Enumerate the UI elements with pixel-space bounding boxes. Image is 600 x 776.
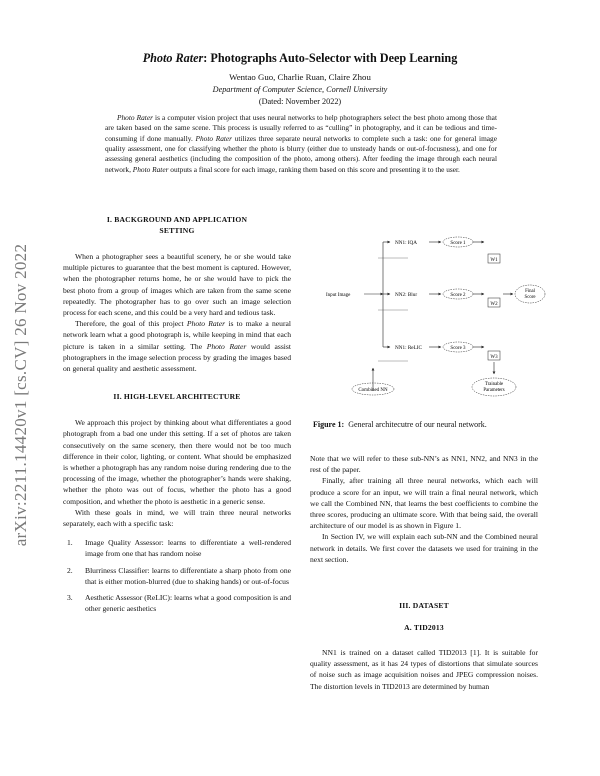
input-image-label: Input Image [326, 293, 351, 298]
task-list [63, 537, 291, 614]
task-item [63, 592, 291, 614]
title-rest: : Photographs Auto-Selector with Deep Learning [203, 51, 458, 65]
arxiv-id: arXiv:2211.14420v1 [cs.CV] 26 Nov 2022 [11, 243, 30, 547]
task-item [63, 565, 291, 587]
trainable-parameters-node [472, 378, 516, 396]
title-emphasis: Photo Rater [142, 51, 204, 65]
figure-caption [313, 420, 563, 429]
nn1-label: NN1: IQA [395, 240, 418, 246]
abstract-p2: utilizes three separate neural networks to complete such a task: one for general image quality assessment, one for classifying whether the photo is blurry (either due to unsteady hands or out-of-focusness), and one for assessing general aesthetics (including the composition of the photo, among others). After feeding the image through each neural network, [105, 133, 497, 174]
text-run: would assist photographers in the image selection process by grading the images based on general quality and aesthetic assessment. [63, 341, 291, 374]
right-para-1: Note that we will refer to these sub-NN’s as NN1, NN2, and NN3 in the rest of the paper. [310, 454, 538, 475]
task-number: 3. [67, 593, 73, 603]
task-text: Aesthetic Assessor (ReLIC): learns what a good composition is and other generic aesthetics [85, 593, 291, 614]
section-1-para-2 [63, 318, 291, 374]
trainable-parameters-line1: Trainable [484, 382, 504, 387]
term: Photo Rater [195, 133, 233, 143]
right-para-2: Finally, after training all three neural networks, which each will produce a score for an input, we will train a final neural network, which we call the Combined NN, that learns the best coefficients to combine the three scores, producing an ultimate score. With that being said, the overall architecture of our model is as shown in Figure 1. [310, 476, 538, 531]
final-score-label-line1: Final [525, 289, 535, 294]
paper-title [70, 51, 530, 66]
term: Photo Rater [132, 164, 169, 174]
section-3-heading: III. DATASET [399, 601, 449, 611]
trainable-parameters-line2: Parameters [483, 388, 505, 393]
task-text: Blurriness Classifier: learns to differentiate a sharp photo from one that is either motion-blurred (due to shaking hands) or out-of-focus [85, 565, 291, 586]
department: Department of Computer Science, Cornell University [212, 85, 388, 94]
subsection-a-heading: A. TID2013 [404, 623, 444, 633]
text-run: is to make a neural network learn what a good photograph is, while keeping in mind that each picture is taken in a similar setting. The [63, 319, 291, 351]
abstract [105, 113, 497, 175]
score-1-label: Score 1 [450, 241, 466, 246]
left-column [63, 214, 291, 619]
authors: Wentao Guo, Charlie Ruan, Claire Zhou [229, 72, 371, 82]
right-para-3: In Section IV, we will explain each sub-NN and the Combined neural network in details. We first cover the datasets we used for training in the next section. [310, 532, 538, 564]
w1-label: W1 [490, 258, 498, 263]
task-item [63, 537, 291, 559]
section-1-para-1: When a photographer sees a beautiful scenery, he or she would take multiple pictures to guarantee that the best moment is captured. However, when the photographer returns home, he or she would have to pick the best photo from a group of images which are taken from the same scene repeatedly. The photographer has to go over such an image selection process for each scene, and this could be a very hard and tedious task. [63, 252, 291, 318]
score-3-label: Score 3 [450, 346, 466, 351]
score-2-label: Score 2 [450, 293, 466, 298]
text-run: Therefore, the goal of this project [75, 319, 187, 329]
nn3-label: NN1: ReLIC [395, 345, 422, 351]
figure-caption-text: General architecutre of our neural network. [348, 420, 487, 429]
nn2-label: NN2: Blur [395, 292, 418, 298]
arxiv-stamp [6, 195, 36, 595]
w2-label: W2 [490, 302, 498, 307]
abstract-p3: outputs a final score for each image, ranking them based on this score and presenting it to the user. [168, 164, 460, 174]
architecture-diagram [308, 225, 553, 405]
term: Photo Rater [186, 319, 226, 329]
section-1-heading-line2: SETTING [159, 226, 195, 235]
term: Photo Rater [206, 341, 247, 351]
section-2-para-2: With these goals in mind, we will train three neural networks separately, each with a specific task: [63, 507, 291, 529]
section-1-heading-line1: I. BACKGROUND AND APPLICATION [106, 215, 248, 224]
task-text: Image Quality Assessor: learns to differentiate a well-rendered image from one that has random noise [85, 538, 291, 559]
section-2-para-1: We approach this project by thinking about what differentiates a good photograph from a bad one under this setting. If a set of photos are taken consecutively on the same scenery, then there would not be too much difference in their color, lighting, or content. What should be emphasized is whether a photograph has any random noise during rendering due to the processing of the image, whether the photographer’s hands were shaking, whether the photo was out of focus, whether the photo has a good composition, and whether the photo is aesthetic in a generic sense. [63, 418, 291, 506]
final-score-label-line2: Score [524, 295, 536, 300]
combined-nn-label: Combined NN [358, 388, 388, 393]
term: Photo Rater [117, 113, 153, 122]
w3-label: W3 [490, 355, 498, 360]
section-1-heading [63, 214, 291, 236]
section-2-heading: II. HIGH-LEVEL ARCHITECTURE [113, 392, 241, 402]
task-number: 2. [67, 565, 73, 575]
right-column [310, 453, 538, 692]
final-score-node [515, 285, 545, 303]
task-number: 1. [67, 538, 73, 548]
right-para-4: NN1 is trained on a dataset called TID2013 [1]. It is suitable for quality assessment, as it has 24 types of distortions that simulate sources of noise such as image acquisition noises and JPEG compression noises. The distortion levels in TID2013 are determined by human [310, 648, 538, 691]
figure-caption-label: Figure 1: [313, 420, 345, 429]
date-line: (Dated: November 2022) [258, 97, 342, 106]
abstract-p1: is a computer vision project that uses neural networks to help photographers select the best photo among those that are taken based on the same scene. This process is usually referred to as “culling” in photography, and it can be tedious and time-consuming if done manually. [105, 113, 497, 143]
